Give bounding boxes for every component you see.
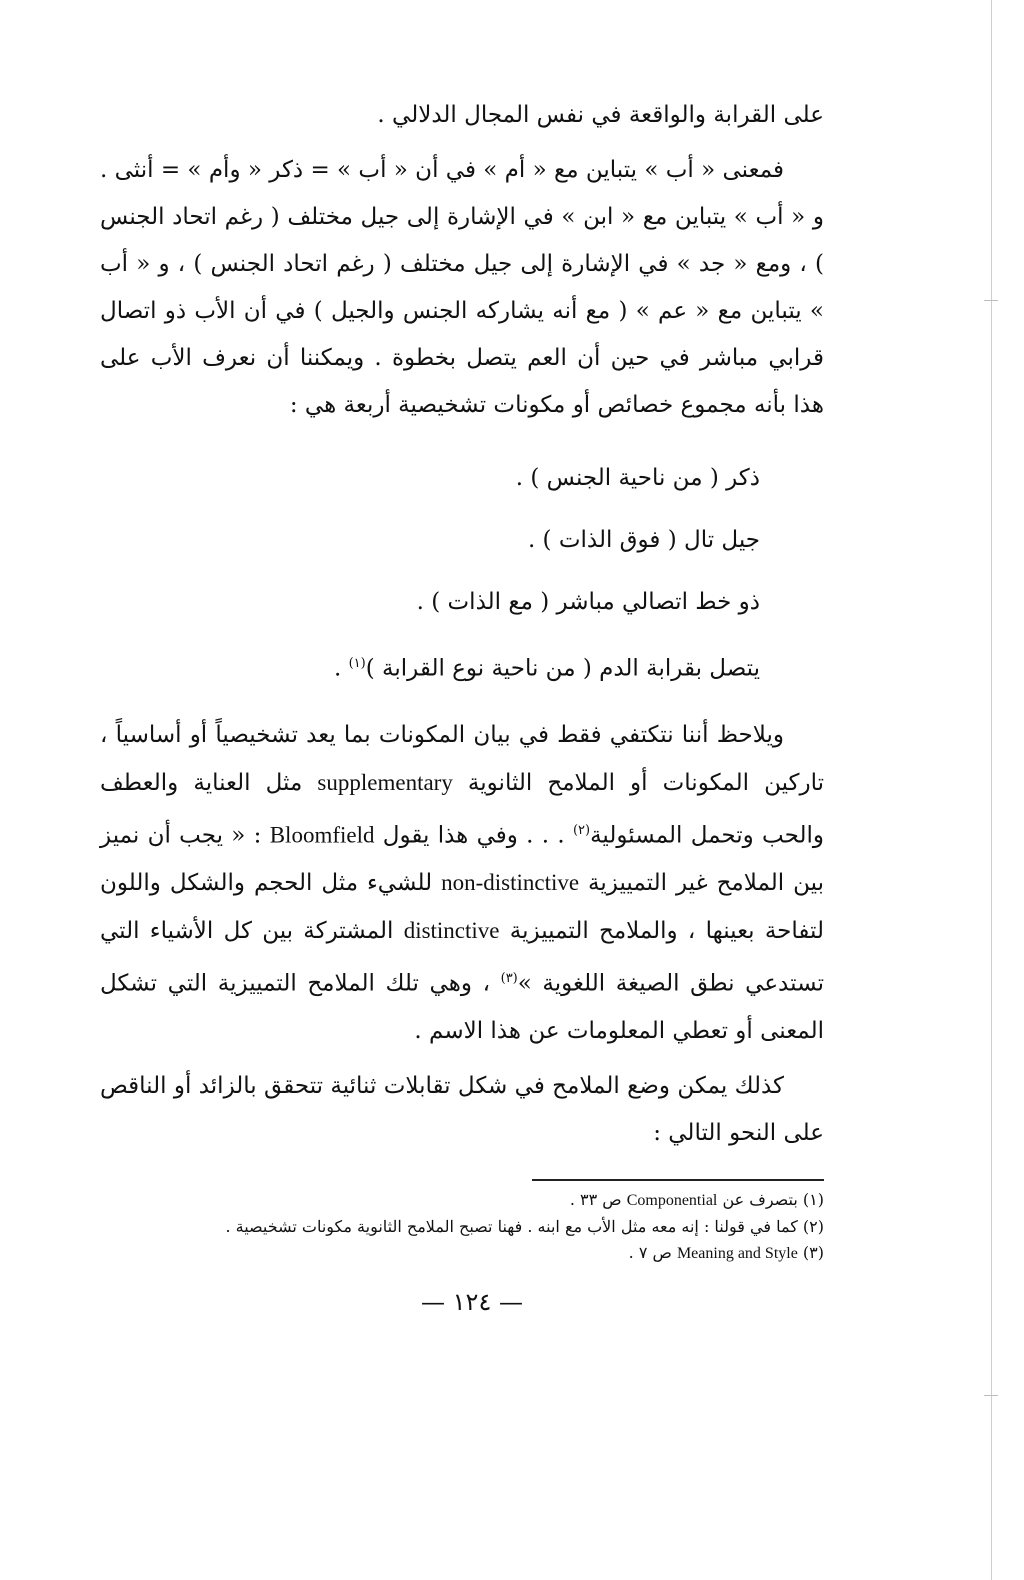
features-list — [100, 447, 824, 700]
list-item: ذكر ( من ناحية الجنس ) . — [515, 465, 760, 491]
footnotes — [100, 1187, 824, 1267]
footnote-3 — [100, 1240, 824, 1267]
paragraph-2: فمعنى « أب » يتباين مع « أم » في أن « أب » = ذكر « وأم » = أنثى . و « أب » يتباين مع « ابن » في الإشارة إلى جيل مختلف ( رغم اتحاد الجنس ) ، ومع « جد » في الإشارة إلى جيل مختلف ( رغم اتحاد الجنس ) ، و « أب » يتباين مع « عم » ( مع أنه يشاركه الجنس والجيل ) في أن الأب ذو اتصال قرابي مباشر في حين أن العم يتصل بخطوة . ويمكننا أن نعرف الأب على هذا بأنه مجموع خصائص أو مكونات تشخيصية أربعة هي : — [100, 157, 824, 418]
footnote-1 — [100, 1187, 824, 1214]
list-item: جيل تال ( فوق الذات ) . — [527, 527, 760, 553]
footnote-3-part: (٣) — [797, 1242, 824, 1262]
footnote-divider — [532, 1179, 824, 1181]
footnote-ref: (٢) — [572, 822, 591, 838]
footnote-ref: (٣) — [500, 971, 518, 987]
page-number: — ١٢٤ — — [421, 1288, 523, 1316]
paragraph-3-part: ويلاحظ أننا نتكتفي فقط في بيان المكونات بما يعد تشخيصياً أو أساسياً ، تاركين المكونات أو الملامح الثانوية — [100, 721, 824, 796]
paragraph-3-part: ، وهي تلك الملامح التمييزية التي تشكل المعنى أو تعطي المعلومات عن هذا الاسم . — [100, 970, 824, 1044]
list-item: ذو خط اتصالي مباشر ( مع الذات ) . — [416, 589, 760, 615]
footnote-1-part: (١) بتصرف عن — [717, 1189, 824, 1209]
list-item-end: . — [333, 655, 349, 682]
list-item — [100, 633, 760, 700]
paragraph-3-part: : « يجب أن نميز بين الملامح غير التمييزية — [100, 822, 824, 897]
paragraph-3-part: للشيء مثل الحجم والشكل واللون لتفاحة بعينها ، والملامح التمييزية — [100, 870, 824, 945]
paragraph-3 — [100, 712, 824, 1055]
term-distinctive: distinctive — [403, 918, 500, 944]
paragraph-4: كذلك يمكن وضع الملامح في شكل تقابلات ثنائية تتحقق بالزائد أو الناقص على النحو التالي : — [100, 1072, 824, 1146]
footnote-1-part: ص ٣٣ . — [569, 1189, 627, 1209]
list-item-text: يتصل بقرابة الدم ( من ناحية نوع القرابة ) — [365, 655, 760, 682]
scan-mark — [984, 300, 998, 301]
term-supplementary: supplementary — [317, 769, 453, 795]
scan-mark — [984, 1395, 998, 1396]
paragraph-3-part: مثل العناية والعطف والحب وتحمل المسئولية — [100, 769, 824, 849]
term-non-distinctive: non-distinctive — [441, 870, 580, 896]
footnote-3-term: Meaning and Style — [676, 1244, 798, 1262]
footnote-3-part: ص ٧ . — [628, 1242, 677, 1262]
paragraph-1: على القرابة والواقعة في نفس المجال الدلالي . — [377, 102, 824, 128]
paragraph-3-part: . . . وفي هذا يقول — [374, 822, 573, 849]
footnote-2: (٢) كما في قولنا : إنه معه مثل الأب مع ابنه . فهنا تصبح الملامح الثانوية مكونات تشخيصية . — [225, 1216, 824, 1236]
page-body — [100, 92, 824, 1267]
footnote-ref: (١) — [348, 656, 366, 671]
paragraph-3-part: المشتركة بين كل الأشياء التي تستدعي نطق الصيغة اللغوية » — [100, 918, 824, 997]
term-bloomfield: Bloomfield — [269, 822, 375, 848]
scan-margin-line — [991, 0, 992, 1580]
footnote-1-term: Componential — [626, 1191, 718, 1209]
